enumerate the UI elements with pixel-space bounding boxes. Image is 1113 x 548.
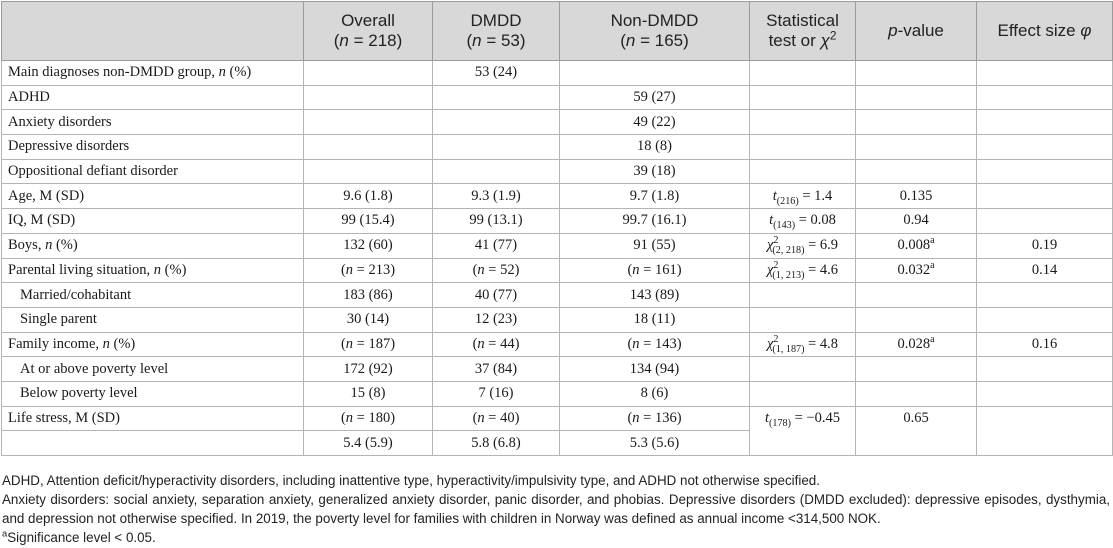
cell-dmdd: (n = 52) <box>433 258 560 283</box>
row-label: Depressive disorders <box>2 135 304 160</box>
header-test-line2: test or $\chi^2$ <box>768 28 837 50</box>
cell-nondmdd: 18 (8) <box>560 135 750 160</box>
row-label: Family income, n (%) <box>2 332 304 357</box>
cell-overall: 99 (15.4) <box>304 209 433 234</box>
footnote-adhd: ADHD, Attention deficit/hyperactivity disorders, including inattentive type, hyperactivity/impulsivity type, and ADHD not otherwise specified. <box>2 473 820 488</box>
cell-overall <box>304 135 433 160</box>
header-dmdd-n: (n = 53) <box>466 31 526 50</box>
cell-dmdd: 7 (16) <box>433 381 560 406</box>
cell-dmdd <box>433 135 560 160</box>
cell-p <box>856 135 977 160</box>
cell-effect <box>977 357 1113 382</box>
cell-test <box>750 61 856 86</box>
cell-p: 0.94 <box>856 209 977 234</box>
cell-effect <box>977 135 1113 160</box>
cell-dmdd: 40 (77) <box>433 283 560 308</box>
cell-nondmdd: 5.3 (5.6) <box>560 431 750 456</box>
cell-dmdd: 12 (23) <box>433 307 560 332</box>
row-label: Anxiety disorders <box>2 110 304 135</box>
footnote-significance-text: Significance level < 0.05. <box>7 530 156 545</box>
cell-overall: 172 (92) <box>304 357 433 382</box>
row-label <box>2 431 304 456</box>
cell-test: $\chi^2_{(1, 213)} = 4.6$ <box>750 258 856 283</box>
row-label: ADHD <box>2 85 304 110</box>
cell-nondmdd: 59 (27) <box>560 85 750 110</box>
cell-overall: 183 (86) <box>304 283 433 308</box>
cell-p <box>856 307 977 332</box>
cell-test <box>750 85 856 110</box>
footnote-mark: a <box>2 528 8 539</box>
table-row <box>2 233 1113 258</box>
footnote-disorders: Anxiety disorders: social anxiety, separation anxiety, generalized anxiety disorder, panic disorder, and phobias. Depressive disorders (DMDD excluded): depressive episodes, dysthymia, and depression not otherwise specified. In 2019, the poverty level for families with children in Norway was defined as annual income <314,500 NOK. <box>2 492 1110 526</box>
row-label: Main diagnoses non-DMDD group, n (%) <box>2 61 304 86</box>
header-nondmdd-n: (n = 165) <box>620 31 689 50</box>
table-row <box>2 332 1113 357</box>
cell-overall: (n = 187) <box>304 332 433 357</box>
cell-overall: 5.4 (5.9) <box>304 431 433 456</box>
cell-dmdd: 5.8 (6.8) <box>433 431 560 456</box>
header-pvalue: p-value <box>856 2 977 61</box>
cell-test <box>750 381 856 406</box>
cell-p: 0.032$^a$ <box>856 258 977 283</box>
row-label: Married/cohabitant <box>2 283 304 308</box>
cell-effect <box>977 85 1113 110</box>
cell-effect <box>977 209 1113 234</box>
cell-nondmdd: 49 (22) <box>560 110 750 135</box>
cell-effect <box>977 110 1113 135</box>
cell-p <box>856 110 977 135</box>
cell-effect: 0.16 <box>977 332 1113 357</box>
cell-effect <box>977 381 1113 406</box>
cell-test: $t_{(216)} = 1.4$ <box>750 184 856 209</box>
header-overall <box>304 2 433 61</box>
header-nondmdd <box>560 2 750 61</box>
cell-nondmdd: (n = 161) <box>560 258 750 283</box>
row-label: Life stress, M (SD) <box>2 406 304 431</box>
cell-effect <box>977 184 1113 209</box>
cell-p <box>856 159 977 184</box>
table-row <box>2 406 1113 431</box>
cell-effect: 0.19 <box>977 233 1113 258</box>
table-row <box>2 209 1113 234</box>
header-dmdd <box>433 2 560 61</box>
row-label: Oppositional defiant disorder <box>2 159 304 184</box>
cell-test: $\chi^2_{(2, 218)} = 6.9$ <box>750 233 856 258</box>
cell-p: 0.65 <box>856 406 977 455</box>
cell-nondmdd: 134 (94) <box>560 357 750 382</box>
cell-test <box>750 357 856 382</box>
row-label: At or above poverty level <box>2 357 304 382</box>
cell-nondmdd: 9.7 (1.8) <box>560 184 750 209</box>
table-row <box>2 283 1113 308</box>
cell-dmdd: 53 (24) <box>433 61 560 86</box>
row-label: Below poverty level <box>2 381 304 406</box>
cell-p: 0.028$^a$ <box>856 332 977 357</box>
cell-nondmdd: 91 (55) <box>560 233 750 258</box>
table-row <box>2 184 1113 209</box>
cell-test <box>750 110 856 135</box>
cell-nondmdd: 18 (11) <box>560 307 750 332</box>
table-row <box>2 135 1113 160</box>
cell-overall <box>304 85 433 110</box>
header-overall-n: (n = 218) <box>333 31 403 50</box>
header-nondmdd-label: Non-DMDD <box>610 11 699 30</box>
row-label: Single parent <box>2 307 304 332</box>
cell-effect <box>977 283 1113 308</box>
cell-p <box>856 381 977 406</box>
cell-overall: 15 (8) <box>304 381 433 406</box>
header-test <box>750 2 856 61</box>
cell-overall <box>304 61 433 86</box>
cell-test <box>750 159 856 184</box>
table-row <box>2 381 1113 406</box>
cell-p <box>856 357 977 382</box>
table-row <box>2 159 1113 184</box>
cell-overall <box>304 110 433 135</box>
cell-p <box>856 85 977 110</box>
cell-p: 0.135 <box>856 184 977 209</box>
cell-dmdd: 9.3 (1.9) <box>433 184 560 209</box>
table-footnotes <box>2 471 1110 547</box>
cell-p: 0.008$^a$ <box>856 233 977 258</box>
demographics-table <box>1 1 1113 456</box>
table-row <box>2 307 1113 332</box>
table-row <box>2 85 1113 110</box>
cell-p <box>856 283 977 308</box>
cell-nondmdd <box>560 61 750 86</box>
cell-nondmdd: 143 (89) <box>560 283 750 308</box>
cell-effect <box>977 61 1113 86</box>
cell-overall: (n = 213) <box>304 258 433 283</box>
cell-effect <box>977 307 1113 332</box>
cell-p <box>856 61 977 86</box>
cell-nondmdd: (n = 143) <box>560 332 750 357</box>
cell-nondmdd: 39 (18) <box>560 159 750 184</box>
header-test-line1: Statistical <box>766 11 839 30</box>
cell-dmdd: 41 (77) <box>433 233 560 258</box>
row-label: IQ, M (SD) <box>2 209 304 234</box>
cell-dmdd: 37 (84) <box>433 357 560 382</box>
cell-test: $t_{(143)} = 0.08$ <box>750 209 856 234</box>
table-row <box>2 61 1113 86</box>
cell-overall: 132 (60) <box>304 233 433 258</box>
cell-dmdd <box>433 110 560 135</box>
cell-dmdd <box>433 85 560 110</box>
cell-overall <box>304 159 433 184</box>
cell-nondmdd: 99.7 (16.1) <box>560 209 750 234</box>
cell-dmdd: (n = 40) <box>433 406 560 431</box>
header-dmdd-label: DMDD <box>470 11 522 30</box>
cell-dmdd: (n = 44) <box>433 332 560 357</box>
cell-test <box>750 283 856 308</box>
cell-overall: 30 (14) <box>304 307 433 332</box>
header-row <box>2 2 1113 61</box>
row-label: Boys, n (%) <box>2 233 304 258</box>
cell-overall: 9.6 (1.8) <box>304 184 433 209</box>
cell-nondmdd: 8 (6) <box>560 381 750 406</box>
cell-test <box>750 307 856 332</box>
table-row <box>2 110 1113 135</box>
footnote-significance <box>2 528 1110 547</box>
cell-test: $\chi^2_{(1, 187)} = 4.8$ <box>750 332 856 357</box>
header-overall-label: Overall <box>341 11 395 30</box>
cell-overall: (n = 180) <box>304 406 433 431</box>
cell-dmdd <box>433 159 560 184</box>
header-effect: Effect size φ <box>977 2 1113 61</box>
cell-test <box>750 135 856 160</box>
table-row <box>2 258 1113 283</box>
row-label: Parental living situation, n (%) <box>2 258 304 283</box>
cell-dmdd: 99 (13.1) <box>433 209 560 234</box>
cell-test: $t_{(178)} = -0.45$ <box>750 406 856 455</box>
cell-effect: 0.14 <box>977 258 1113 283</box>
cell-nondmdd: (n = 136) <box>560 406 750 431</box>
table-row <box>2 357 1113 382</box>
header-blank <box>2 2 304 61</box>
cell-effect <box>977 406 1113 455</box>
row-label: Age, M (SD) <box>2 184 304 209</box>
cell-effect <box>977 159 1113 184</box>
